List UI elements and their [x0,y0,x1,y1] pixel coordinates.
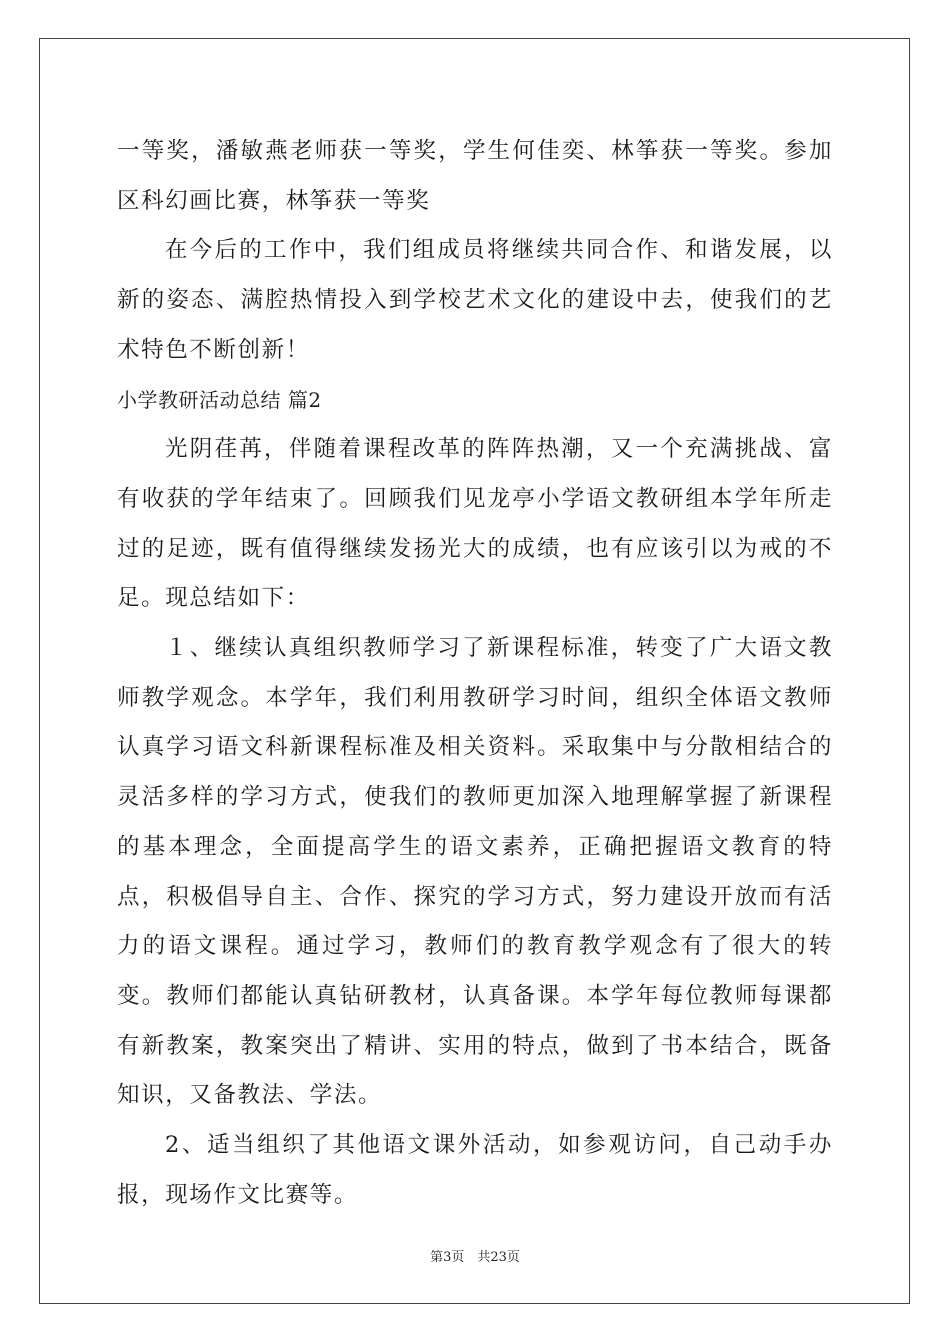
paragraph-intro: 光阴荏苒，伴随着课程改革的阵阵热潮，又一个充满挑战、富有收获的学年结束了。回顾我们见龙亭小学语文教研组本学年所走过的足迹，既有值得继续发扬光大的成绩，也有应该引以为戒的不足。现总结如下： [117,436,833,612]
paragraph-point-2: 2、适当组织了其他语文课外活动，如参观访问，自己动手办报，现场作文比赛等。 [117,1132,833,1208]
paragraph-continuation: 一等奖，潘敏燕老师获一等奖，学生何佳奕、林筝获一等奖。参加区科幻画比赛，林筝获一等奖 [117,138,833,214]
document-body [117,127,833,1220]
page-number-footer: 第3页 共23页 [430,1250,520,1265]
paragraph-point-1: １、继续认真组织教师学习了新课程标准，转变了广大语文教师教学观念。本学年，我们利用教研学习时间，组织全体语文教师认真学习语文科新课程标准及相关资料。采取集中与分散相结合的灵活多样的学习方式，使我们的教师更加深入地理解掌握了新课程的基本理念，全面提高学生的语文素养，正确把握语文教育的特点，积极倡导自主、合作、探究的学习方式，努力建设开放而有活力的语文课程。通过学习，教师们的教育教学观念有了很大的转变。教师们都能认真钻研教材，认真备课。本学年每位教师每课都有新教案，教案突出了精讲、实用的特点，做到了书本结合，既备知识，又备教法、学法。 [117,635,833,1109]
section-heading: 小学教研活动总结 篇2 [117,387,322,412]
paragraph-closing: 在今后的工作中，我们组成员将继续共同合作、和谐发展，以新的姿态、满腔热情投入到学校艺术文化的建设中去，使我们的艺术特色不断创新！ [117,237,833,363]
